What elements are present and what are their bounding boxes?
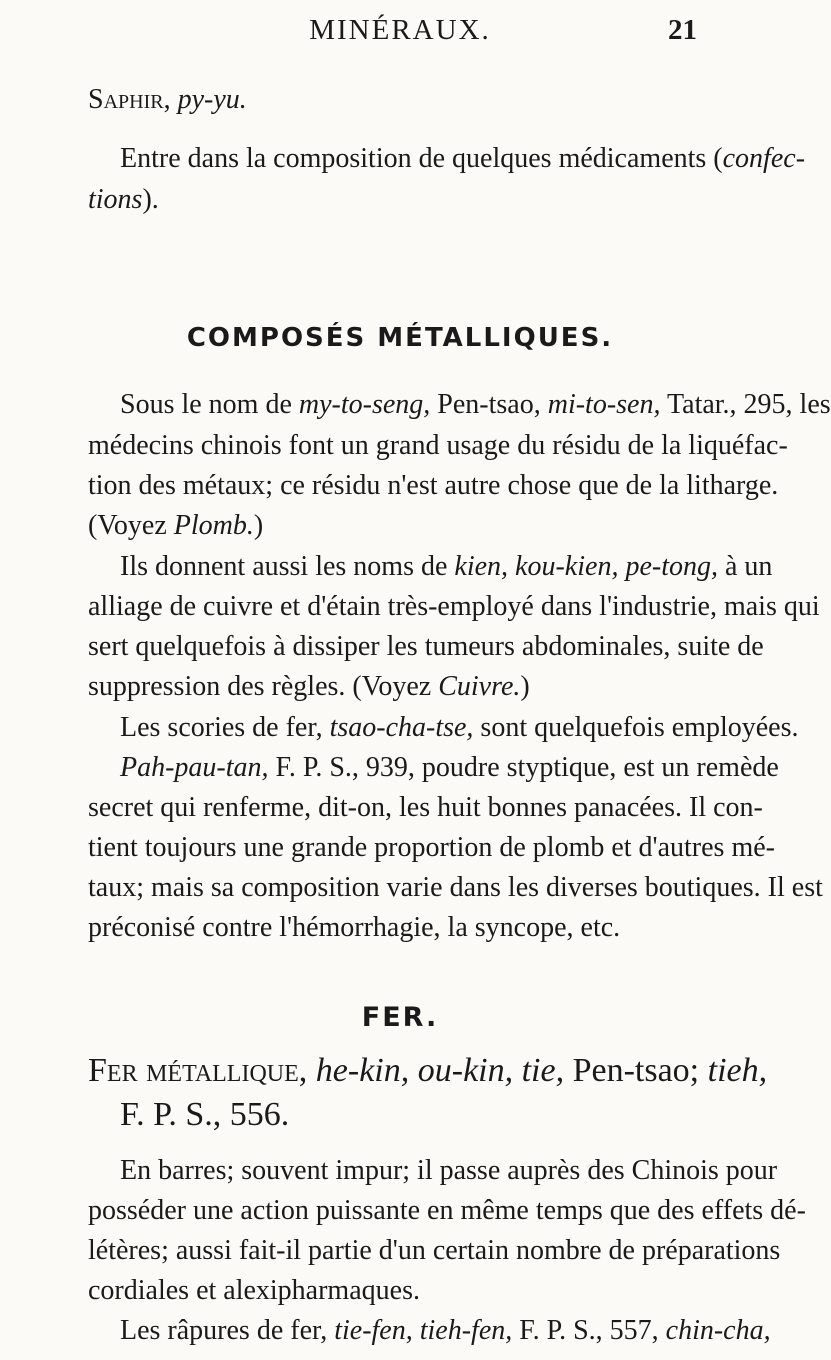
text-line: Les scories de fer, tsao-cha-tse, sont quelquefois employées. [120,712,799,743]
text-line: F. P. S., 556. [120,1096,290,1133]
section-heading-composes: COMPOSÉS MÉTALLIQUES. [186,323,614,353]
text-line: Les râpures de fer, tie-fen, tieh-fen, F. P. S., 557, chin-cha, [120,1315,771,1346]
text-line: sert quelquefois à dissiper les tumeurs abdominales, suite de [88,631,764,662]
page-header [0,6,800,50]
text-line: posséder une action puissante en même temps que des effets dé- [88,1195,806,1226]
text-line: cordiales et alexipharmaques. [88,1275,420,1306]
text-line: Pah-pau-tan, F. P. S., 939, poudre styptique, est un remède [120,752,779,783]
text-line: tion des métaux; ce résidu n'est autre chose que de la litharge. [88,470,779,501]
text-line: (Voyez Plomb.) [88,510,264,541]
text-line: médecins chinois font un grand usage du résidu de la liquéfac- [88,430,788,461]
text-line: En barres; souvent impur; il passe auprès des Chinois pour [120,1155,778,1186]
fer-entry: Fer métallique, he-kin, ou-kin, tie, Pen-tsao; tieh, [88,1052,768,1089]
text-line: secret qui renferme, dit-on, les huit bonnes panacées. Il con- [88,792,763,823]
text-line: Sous le nom de my-to-seng, Pen-tsao, mi-to-sen, Tatar., 295, les [120,389,831,420]
saphir-desc-line: tions). [88,184,159,215]
text-line: létères; aussi fait-il partie d'un certain nombre de préparations [88,1235,781,1266]
section-heading-fer: FER. [361,1002,439,1033]
text-line: alliage de cuivre et d'étain très-employé dans l'industrie, mais qui [88,591,820,622]
saphir-entry: Saphir, py-yu. [88,84,247,115]
text-line: Ils donnent aussi les noms de kien, kou-kien, pe-tong, à un [120,551,773,582]
text-line: préconisé contre l'hémorrhagie, la syncope, etc. [88,912,621,943]
entry-term: Saphir [88,84,164,115]
page-number: 21 [668,14,697,46]
running-title: MINÉRAUX. [309,14,491,46]
text-line: tient toujours une grande proportion de plomb et d'autres mé- [88,832,775,863]
text-line: taux; mais sa composition varie dans les diverses boutiques. Il est [88,872,823,903]
text-line: suppression des règles. (Voyez Cuivre.) [88,671,530,702]
saphir-desc-line: Entre dans la composition de quelques médicaments (confec- [120,143,806,174]
chinese-name: py-yu. [177,84,247,115]
